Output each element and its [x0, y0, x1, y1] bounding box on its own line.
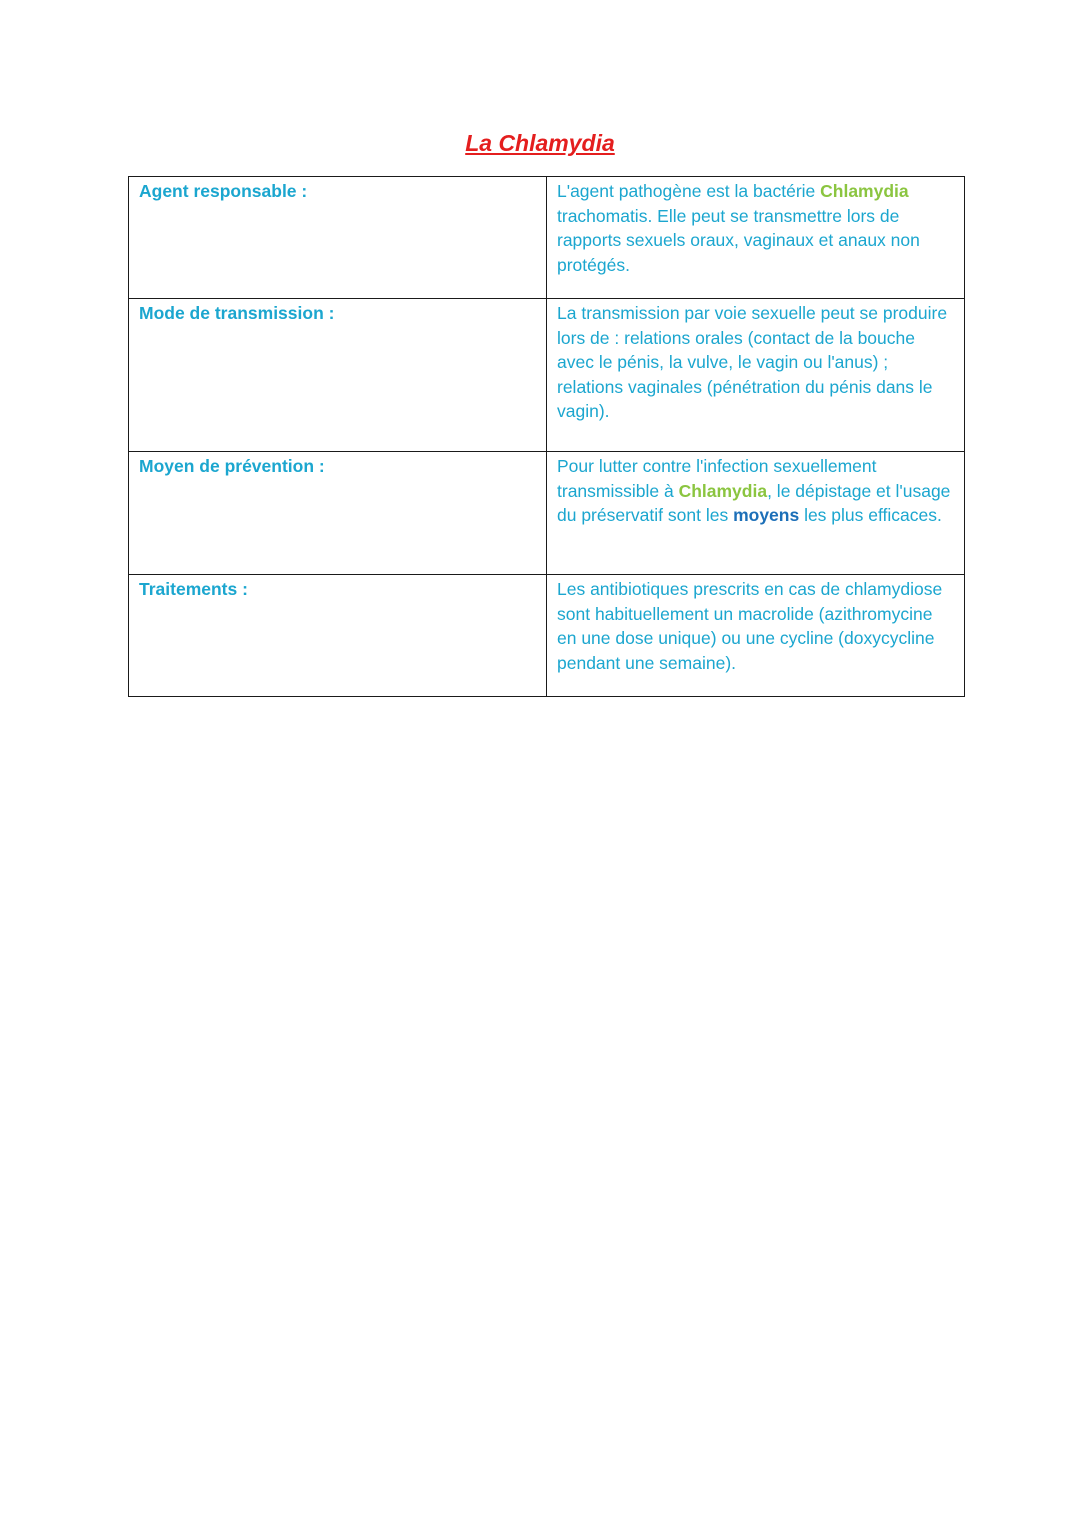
text-segment: les plus efficaces. [799, 505, 942, 525]
row-text-transmission [547, 299, 965, 452]
text-segment: L'agent pathogène est la bactérie [557, 181, 821, 201]
highlight-chlamydia: Chlamydia [820, 181, 909, 201]
row-text-prevention [547, 452, 965, 575]
text-segment: Les antibiotiques prescrits en cas de chlamydiose sont habituellement un macrolide (azithromycine en une dose unique) ou une cycline (doxycycline pendant une semaine). [557, 579, 943, 673]
text-segment: trachomatis. Elle peut se transmettre lors de rapports sexuels oraux, vaginaux et anaux non protégés. [557, 205, 920, 275]
row-label-agent: Agent responsable : [129, 177, 547, 299]
table-row [129, 299, 965, 452]
page-title: La Chlamydia [465, 130, 615, 156]
table-row [129, 575, 965, 697]
table-row [129, 177, 965, 299]
row-text-treatment [547, 575, 965, 697]
row-label-treatment: Traitements : [129, 575, 547, 697]
row-label-transmission: Mode de transmission : [129, 299, 547, 452]
text-segment: Pour lutter contre l'infection sexuellement transmissible à [557, 456, 877, 501]
text-segment: La transmission par voie sexuelle peut se produire lors de : relations orales (contact de la bouche avec le pénis, la vulve, le vagin ou l'anus) ; relations vaginales (pénétration du pénis dans le vagin). [557, 303, 948, 421]
row-text-agent [547, 177, 965, 299]
info-table [128, 176, 965, 697]
text-segment: , le dépistage et l'usage du préservatif sont les [557, 480, 951, 525]
highlight-moyens: moyens [733, 505, 800, 525]
highlight-chlamydia: Chlamydia [678, 480, 768, 501]
table-row [129, 452, 965, 575]
row-label-prevention: Moyen de prévention : [129, 452, 547, 575]
